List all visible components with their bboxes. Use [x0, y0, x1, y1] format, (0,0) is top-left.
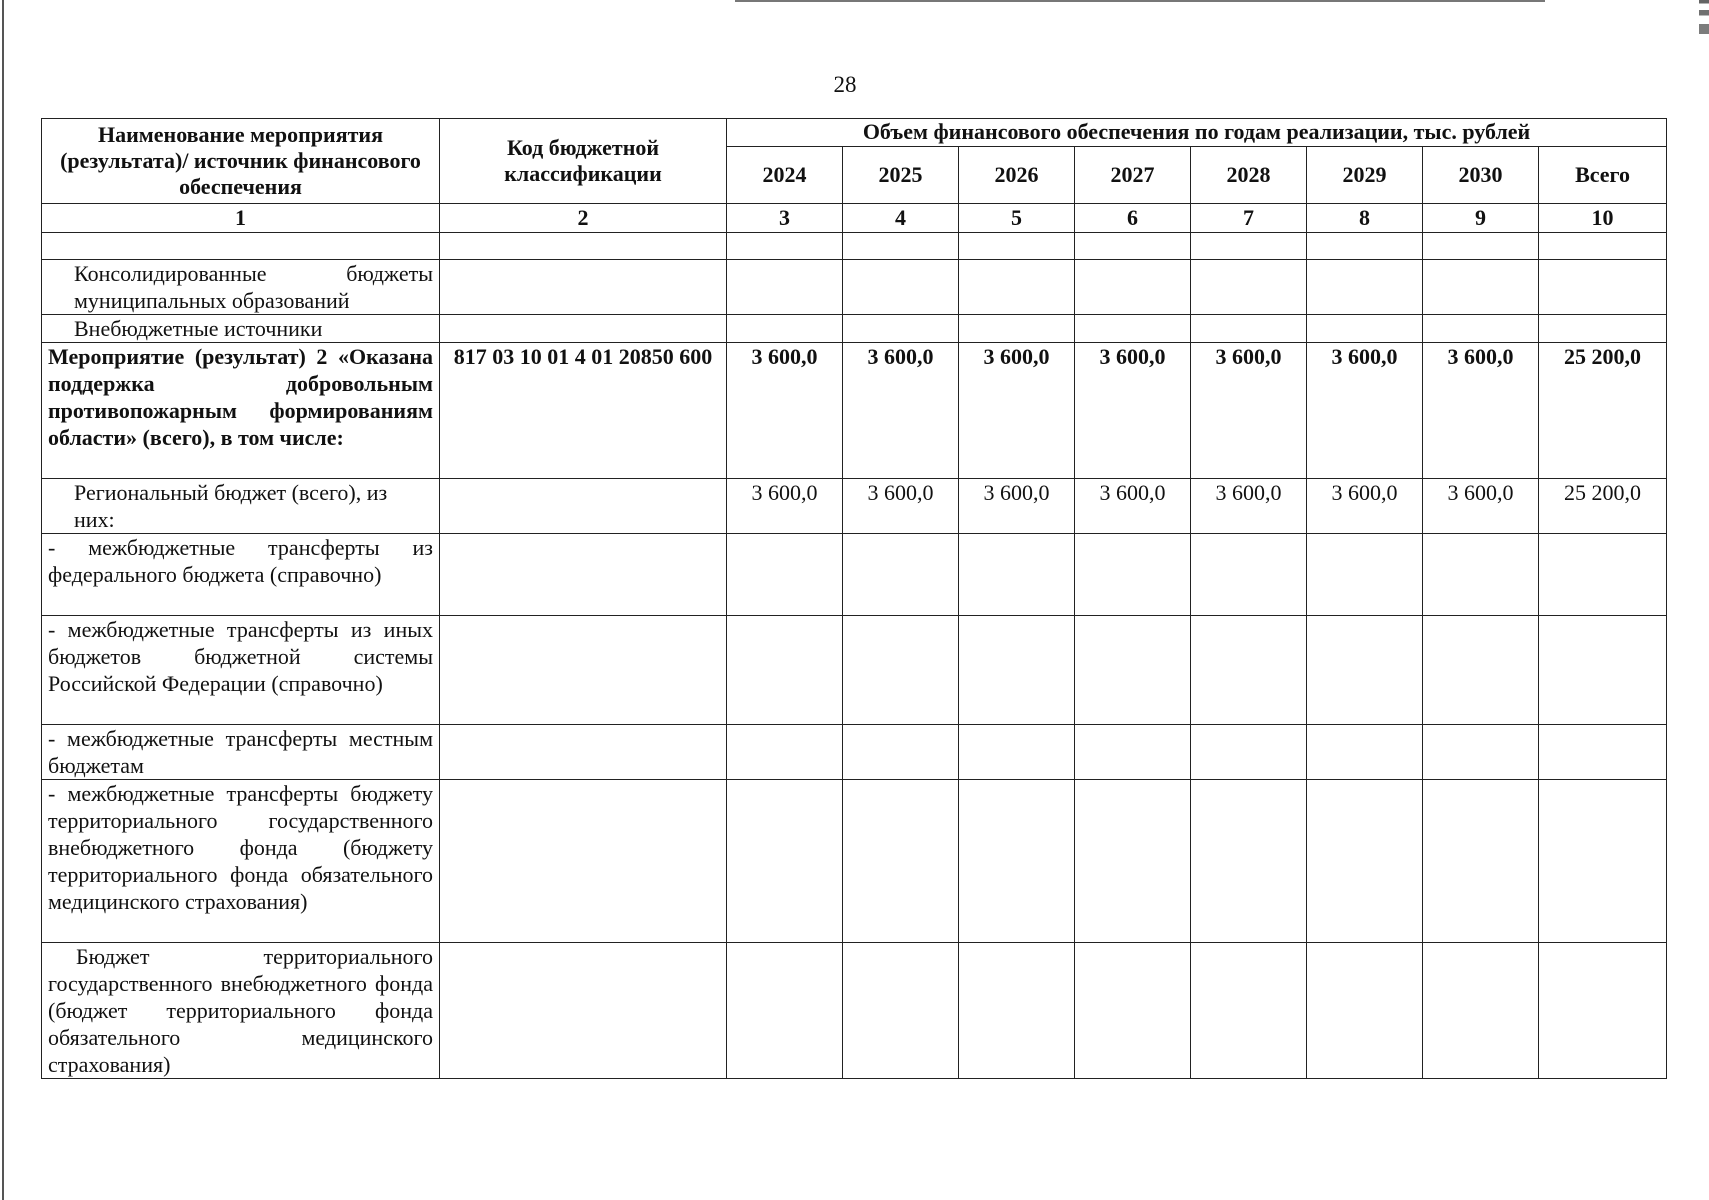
row-value: [1423, 616, 1539, 725]
row-code: [440, 260, 727, 315]
row-value: [727, 260, 843, 315]
column-number: 2: [440, 204, 727, 233]
row-value: 3 600,0: [1075, 479, 1191, 534]
row-name: Консолидированные бюджеты муниципальных образований: [42, 260, 440, 315]
row-value: [1191, 315, 1307, 343]
header-total: Всего: [1539, 146, 1667, 203]
scan-border-top: [735, 0, 1545, 2]
row-name: Региональный бюджет (всего), из них:: [42, 479, 440, 534]
row-value: 3 600,0: [727, 343, 843, 479]
row-value: [1423, 534, 1539, 616]
row-code: [440, 725, 727, 780]
row-value: [1191, 534, 1307, 616]
scan-border-left: [2, 0, 4, 1200]
column-number-row: [42, 204, 1667, 233]
row-value: [1075, 260, 1191, 315]
header-year: 2025: [843, 146, 959, 203]
row-value: [1191, 725, 1307, 780]
table-row: [42, 943, 1667, 1079]
row-value: 3 600,0: [1191, 343, 1307, 479]
row-value: [1075, 780, 1191, 943]
row-value: [1423, 260, 1539, 315]
row-value: [1191, 616, 1307, 725]
row-value: 3 600,0: [1307, 343, 1423, 479]
row-value: 25 200,0: [1539, 343, 1667, 479]
row-name: - межбюджетные трансферты бюджету территориального государственного внебюджетного фонда (бюджету территориального фонда обязательного медицинского страхования): [42, 780, 440, 943]
header-volume: Объем финансового обеспечения по годам реализации, тыс. рублей: [727, 119, 1667, 147]
page-number: 28: [833, 72, 857, 97]
row-value: [1539, 233, 1667, 260]
row-value: [1307, 315, 1423, 343]
row-value: [1075, 315, 1191, 343]
row-value: [959, 315, 1075, 343]
row-name: Мероприятие (результат) 2 «Оказана поддержка добровольным противопожарным формированиям области» (всего), в том числе:: [42, 343, 440, 479]
row-value: [1539, 534, 1667, 616]
row-value: [843, 780, 959, 943]
column-number: 10: [1539, 204, 1667, 233]
table-row: [42, 780, 1667, 943]
row-value: [843, 534, 959, 616]
row-value: [1307, 725, 1423, 780]
row-value: [843, 616, 959, 725]
row-value: 3 600,0: [727, 479, 843, 534]
row-value: [959, 943, 1075, 1079]
column-number: 1: [42, 204, 440, 233]
row-value: [1423, 725, 1539, 780]
row-code: [440, 534, 727, 616]
row-value: [1423, 233, 1539, 260]
row-value: [1191, 233, 1307, 260]
row-code: [440, 943, 727, 1079]
row-value: 3 600,0: [1307, 479, 1423, 534]
header-name: Наименование мероприятия (результата)/ источник финансового обеспечения: [42, 119, 440, 204]
row-value: [1307, 943, 1423, 1079]
row-value: [959, 616, 1075, 725]
row-value: [727, 315, 843, 343]
row-value: [843, 233, 959, 260]
table-row: [42, 315, 1667, 343]
column-number: 5: [959, 204, 1075, 233]
row-value: [959, 725, 1075, 780]
column-number: 4: [843, 204, 959, 233]
row-value: [1191, 260, 1307, 315]
table-row: [42, 233, 1667, 260]
header-year: 2030: [1423, 146, 1539, 203]
row-value: [1423, 315, 1539, 343]
row-name: - межбюджетные трансферты из федерального бюджета (справочно): [42, 534, 440, 616]
row-value: [1075, 616, 1191, 725]
row-value: 3 600,0: [1191, 479, 1307, 534]
row-code: [440, 233, 727, 260]
row-value: [843, 315, 959, 343]
row-name: - межбюджетные трансферты из иных бюджетов бюджетной системы Российской Федерации (справочно): [42, 616, 440, 725]
financing-table: [41, 118, 1667, 1079]
row-value: [1075, 233, 1191, 260]
column-number: 3: [727, 204, 843, 233]
row-value: 3 600,0: [843, 343, 959, 479]
row-name: Бюджет территориального государственного внебюджетного фонда (бюджет территориального фонда обязательного медицинского страхования): [42, 943, 440, 1079]
row-value: [1423, 780, 1539, 943]
row-name: - межбюджетные трансферты местным бюджетам: [42, 725, 440, 780]
header-year: 2029: [1307, 146, 1423, 203]
row-value: [843, 943, 959, 1079]
row-value: [1307, 534, 1423, 616]
row-value: [843, 260, 959, 315]
row-value: [727, 233, 843, 260]
row-value: [959, 233, 1075, 260]
row-value: [1307, 616, 1423, 725]
row-value: 3 600,0: [959, 479, 1075, 534]
header-year: 2028: [1191, 146, 1307, 203]
row-value: 3 600,0: [843, 479, 959, 534]
row-value: [727, 725, 843, 780]
row-code: [440, 479, 727, 534]
row-value: [1539, 260, 1667, 315]
table-row: [42, 725, 1667, 780]
table-row-measure: [42, 343, 1667, 479]
table-row: [42, 616, 1667, 725]
row-value: [1075, 534, 1191, 616]
row-code: [440, 616, 727, 725]
row-name: [42, 233, 440, 260]
row-value: [1423, 943, 1539, 1079]
table-row: [42, 260, 1667, 315]
row-value: 3 600,0: [959, 343, 1075, 479]
row-value: [843, 725, 959, 780]
table-row: [42, 534, 1667, 616]
row-value: [727, 534, 843, 616]
row-value: [1307, 780, 1423, 943]
row-value: [1191, 943, 1307, 1079]
row-value: [1075, 725, 1191, 780]
header-year: 2026: [959, 146, 1075, 203]
column-number: 7: [1191, 204, 1307, 233]
row-value: [1539, 943, 1667, 1079]
row-code: [440, 780, 727, 943]
row-code: 817 03 10 01 4 01 20850 600: [440, 343, 727, 479]
row-value: 3 600,0: [1423, 479, 1539, 534]
row-value: [727, 616, 843, 725]
header-year: 2024: [727, 146, 843, 203]
row-value: [959, 780, 1075, 943]
column-number: 6: [1075, 204, 1191, 233]
row-value: [1539, 616, 1667, 725]
row-value: [1191, 780, 1307, 943]
header-year: 2027: [1075, 146, 1191, 203]
row-value: [1539, 725, 1667, 780]
row-value: 25 200,0: [1539, 479, 1667, 534]
row-value: [1539, 315, 1667, 343]
header-row-1: [42, 119, 1667, 147]
row-value: 3 600,0: [1423, 343, 1539, 479]
column-number: 8: [1307, 204, 1423, 233]
scan-edge-mark: [1699, 0, 1709, 34]
row-value: [1075, 943, 1191, 1079]
header-code: Код бюджетной классификации: [440, 119, 727, 204]
row-name: Внебюджетные источники: [42, 315, 440, 343]
row-value: [959, 534, 1075, 616]
table-row: [42, 479, 1667, 534]
row-code: [440, 315, 727, 343]
column-number: 9: [1423, 204, 1539, 233]
row-value: [1539, 780, 1667, 943]
row-value: [959, 260, 1075, 315]
row-value: 3 600,0: [1075, 343, 1191, 479]
row-value: [1307, 233, 1423, 260]
row-value: [727, 780, 843, 943]
row-value: [727, 943, 843, 1079]
row-value: [1307, 260, 1423, 315]
